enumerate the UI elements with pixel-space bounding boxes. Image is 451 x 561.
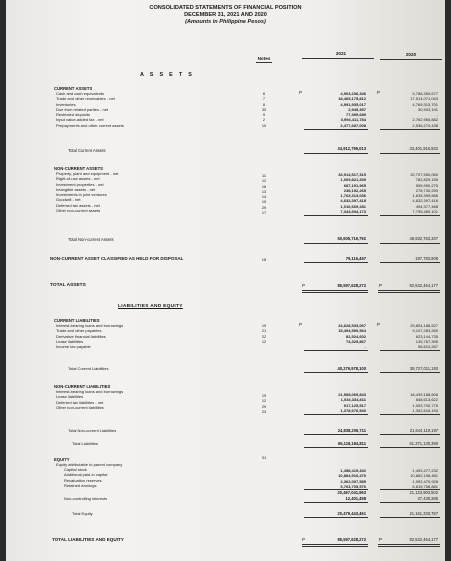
nca-2020-underline bbox=[380, 215, 440, 216]
assets-heading: A S S E T S bbox=[140, 72, 195, 78]
year-2020-underline bbox=[380, 59, 442, 60]
year-2021-header: 2021 bbox=[335, 51, 347, 56]
nci-2020-underline bbox=[380, 502, 440, 503]
total-assets-2020: 82,532,464,177 bbox=[409, 283, 438, 288]
tcl-2021-underline bbox=[304, 372, 368, 373]
statement-units: (Amounts in Philippine Pesos) bbox=[185, 19, 266, 25]
peso-sign-ta-2020: P bbox=[379, 283, 383, 288]
noncurrent-liabilities-2021: 21,508,069,843 1,034,334,811 917,125,517 1,378,676,540 bbox=[338, 392, 366, 413]
peso-sign-tle-2021: P bbox=[302, 537, 306, 542]
total-le-2020: 82,532,464,177 bbox=[409, 537, 438, 542]
total-equity-2021: 20,479,443,461 bbox=[337, 511, 366, 516]
financial-statement-page bbox=[6, 0, 445, 561]
statement-title: CONSOLIDATED STATEMENTS OF FINANCIAL POSITION bbox=[149, 5, 302, 11]
total-current-assets-2021: 34,912,795,013 bbox=[337, 146, 366, 151]
total-assets-2021: 85,597,628,272 bbox=[337, 283, 366, 288]
current-assets-2021: 4,903,236,346 18,465,175,812 4,991,935,017 2,949,357 77,399,689 3,994,411,784 2,477,687,008 bbox=[338, 91, 366, 128]
notes-underline bbox=[256, 62, 272, 63]
total-noncurrent-liabilities-2021: 24,838,206,711 bbox=[337, 428, 366, 433]
total-equity-label: Total Equity bbox=[72, 511, 93, 516]
equity-heading: EQUITY bbox=[54, 457, 70, 462]
peso-sign-ca-2021: P bbox=[299, 90, 303, 95]
peso-sign-cl-2021: P bbox=[299, 322, 303, 327]
hfd-2020-underline bbox=[380, 262, 440, 263]
tnca-2021-underline bbox=[304, 243, 368, 244]
current-assets-2020: 5,788,390,677 17,514,071,043 4,769,315,701 30,903,191 - 2,762,965,882 2,536,270,438 bbox=[410, 91, 438, 128]
current-liabilities-2021: 24,628,533,067 15,494,590,564 82,524,602 74,329,867 - bbox=[338, 323, 366, 350]
tcl-2020-underline bbox=[380, 372, 440, 373]
equity-subtotal-2020: 21,123,903,502 bbox=[409, 490, 438, 495]
tncl-2020-underline bbox=[380, 434, 440, 435]
nci-2021: 12,401,498 bbox=[345, 496, 366, 501]
ca-2020-underline bbox=[380, 129, 440, 130]
held-for-disposal-note: 18 bbox=[261, 257, 267, 262]
total-current-liabilities-2020: 39,727,011,193 bbox=[409, 366, 438, 371]
cl-2021-underline bbox=[304, 350, 368, 351]
noncurrent-liabilities-labels: Interest-bearing loans and borrowings Lease liabilities Deferred tax liabilities - net Other non-current liabilities bbox=[56, 389, 124, 410]
total-current-assets-2020: 33,401,916,932 bbox=[409, 146, 438, 151]
ta-2021-double-underline bbox=[302, 290, 368, 293]
notes-column-header: Notes bbox=[257, 56, 271, 61]
total-le-2021: 85,597,628,272 bbox=[337, 537, 366, 542]
nci-2021-underline bbox=[304, 502, 368, 503]
noncurrent-assets-2020: 32,707,550,060 782,829,159 595,990,275 278,730,290 1,635,399,566 4,632,397,418 494,377,468 7,795,489,101 bbox=[410, 172, 438, 215]
ta-2020-double-underline bbox=[378, 290, 440, 293]
total-noncurrent-assets-label: Total Non-current Assets bbox=[68, 237, 114, 242]
nci-2020: 37,430,285 bbox=[417, 496, 438, 501]
total-liabilities-2021: 65,118,184,811 bbox=[337, 441, 366, 446]
total-assets-label: TOTAL ASSETS bbox=[50, 283, 86, 288]
held-for-disposal-2021: 79,116,467 bbox=[345, 256, 366, 261]
tle-2020-double-underline bbox=[378, 544, 440, 547]
ca-2021-underline bbox=[304, 129, 368, 130]
equity-labels: Capital stock Additional paid-in capital Revaluation reserves Retained earnings bbox=[64, 467, 108, 488]
equity-2020: 1,453,477,232 10,862,196,461 1,992,470,928 6,815,756,881 bbox=[410, 468, 438, 489]
noncurrent-assets-2021: 33,914,517,315 1,009,821,339 687,151,965 238,152,265 1,763,313,036 4,632,397,418 1,016,669,281 7,343,694,173 bbox=[338, 172, 366, 215]
hfd-2021-underline bbox=[304, 262, 368, 263]
total-current-assets-label: Total Current Assets bbox=[68, 148, 106, 153]
te-2020-underline bbox=[380, 517, 440, 518]
current-assets-labels: Cash and cash equivalents Trade and other receivables - net Inventories Due from related parties - net Restricted deposits Input value-added tax - net Prepayments and other current assets bbox=[56, 91, 124, 128]
total-current-liabilities-label: Total Current Liabilities bbox=[68, 366, 109, 371]
tnca-2020-underline bbox=[380, 243, 440, 244]
equity-subtotal-2021: 20,467,041,963 bbox=[337, 490, 366, 495]
tl-2020-underline bbox=[380, 447, 440, 448]
total-liabilities-2020: 61,371,130,390 bbox=[409, 441, 438, 446]
noncurrent-liabilities-notes: 19 12 29 23 bbox=[261, 393, 267, 414]
total-current-liabilities-2021: 40,279,978,100 bbox=[337, 366, 366, 371]
peso-sign-ta-2021: P bbox=[302, 283, 306, 288]
cl-2020-underline bbox=[380, 350, 440, 351]
total-noncurrent-assets-2020: 48,932,763,337 bbox=[409, 236, 438, 241]
year-2020-header: 2020 bbox=[405, 52, 417, 57]
total-liabilities-label: Total Liabilities bbox=[72, 441, 99, 446]
te-2021-underline bbox=[304, 517, 368, 518]
held-for-disposal-label: NON-CURRENT ASSET CLASSIFIED AS HELD FOR DISPOSAL bbox=[50, 256, 184, 261]
year-2021-underline bbox=[302, 58, 374, 59]
total-le-label: TOTAL LIABILITIES AND EQUITY bbox=[52, 537, 124, 542]
current-liabilities-labels: Interest-bearing loans and borrowings Trade and other payables Derivative financial liabilities Lease liabilities Income tax payable bbox=[56, 323, 124, 350]
tca-2020-underline bbox=[380, 153, 440, 154]
current-liabilities-heading: CURRENT LIABILITIES bbox=[54, 318, 100, 323]
peso-sign-tle-2020: P bbox=[379, 537, 383, 542]
current-liabilities-notes: 19 21 22 12 bbox=[261, 323, 267, 344]
total-equity-2020: 21,161,333,787 bbox=[409, 511, 438, 516]
nca-2021-underline bbox=[304, 215, 368, 216]
tl-2021-underline bbox=[304, 447, 368, 448]
tncl-2021-underline bbox=[304, 434, 368, 435]
noncurrent-assets-heading: NON-CURRENT ASSETS bbox=[54, 166, 103, 171]
total-noncurrent-liabilities-2020: 21,644,119,197 bbox=[409, 428, 438, 433]
noncurrent-liabilities-2020: 18,439,188,606 848,613,622 1,053,700,775 1,302,616,194 bbox=[410, 392, 438, 413]
total-noncurrent-assets-2021: 50,605,716,792 bbox=[337, 236, 366, 241]
equity-2021: 1,458,415,332 10,884,916,470 2,362,007,585 5,763,705,576 bbox=[338, 468, 366, 489]
ncl-2020-underline bbox=[380, 414, 440, 415]
equity-parent-label: Equity attributable to parent company bbox=[56, 462, 123, 467]
tle-2021-double-underline bbox=[302, 544, 368, 547]
current-assets-heading: CURRENT ASSETS bbox=[54, 86, 93, 91]
current-liabilities-2020: 29,804,188,527 9,107,283,269 623,144,735 135,787,395 56,610,267 bbox=[410, 323, 438, 350]
current-assets-notes: 6 7 8 30 9 2 10 bbox=[261, 91, 267, 128]
ncl-2021-underline bbox=[304, 414, 368, 415]
noncurrent-assets-notes: 11 12 16 13 14 15 29 17 bbox=[261, 173, 267, 216]
total-noncurrent-liabilities-label: Total Non-current Liabilities bbox=[68, 428, 117, 433]
liabilities-equity-heading: LIABILITIES AND EQUITY bbox=[118, 304, 183, 309]
noncurrent-liabilities-heading: NON-CURRENT LIABILITIES bbox=[54, 384, 111, 389]
statement-date: DECEMBER 31, 2021 AND 2020 bbox=[184, 12, 267, 18]
tca-2021-underline bbox=[304, 153, 368, 154]
peso-sign-ca-2020: P bbox=[377, 90, 381, 95]
nci-label: Non-controlling interests bbox=[64, 496, 108, 501]
equity-note: 31 bbox=[261, 455, 267, 460]
peso-sign-cl-2020: P bbox=[377, 322, 381, 327]
noncurrent-assets-labels: Property, plant and equipment - net Right-of-use assets - net Investment properties - net Intangible assets - net Investments in joint ventures Goodwill - net Deferred tax assets - net Other non-current assets bbox=[56, 171, 119, 214]
held-for-disposal-2020: 197,783,908 bbox=[415, 256, 438, 261]
